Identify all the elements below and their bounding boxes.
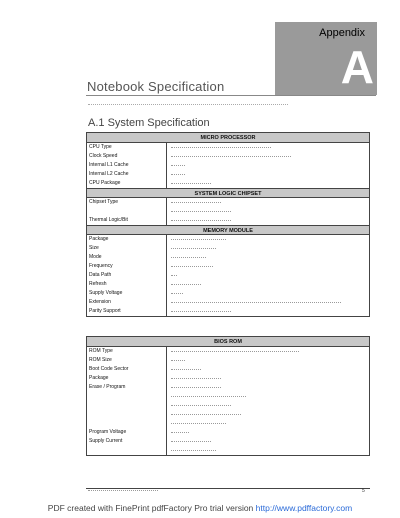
- spec-table-main: [86, 132, 370, 317]
- table-row: [87, 392, 369, 401]
- section-title: A.1 System Specification: [88, 117, 210, 129]
- table-row: [87, 198, 369, 207]
- row-label: [87, 446, 167, 455]
- row-value: [167, 152, 369, 161]
- table-row: [87, 298, 369, 307]
- value-text-placeholder: [171, 414, 241, 415]
- row-value: [167, 365, 369, 374]
- row-label: ROM Type: [87, 347, 167, 356]
- table-row: [87, 244, 369, 253]
- row-value: [167, 298, 369, 307]
- spec-table-bios: [86, 336, 370, 456]
- row-value: [167, 170, 369, 179]
- table-row: [87, 161, 369, 170]
- value-text-placeholder: [171, 387, 221, 388]
- table-row: [87, 383, 369, 392]
- row-value: [167, 143, 369, 152]
- appendix-word: Appendix: [319, 27, 365, 39]
- value-text-placeholder: [171, 302, 341, 303]
- row-label: Supply Voltage: [87, 289, 167, 298]
- row-label: Internal L1 Cache: [87, 161, 167, 170]
- table-row: [87, 419, 369, 428]
- row-label: [87, 410, 167, 419]
- table-row: [87, 179, 369, 188]
- table-row: [87, 410, 369, 419]
- value-text-placeholder: [171, 239, 226, 240]
- row-label: [87, 392, 167, 401]
- value-text-placeholder: [171, 202, 221, 203]
- row-value: [167, 347, 369, 356]
- row-label: ROM Size: [87, 356, 167, 365]
- table-row: [87, 347, 369, 356]
- table-row: [87, 271, 369, 280]
- pdf-banner: [0, 503, 400, 513]
- value-text-placeholder: [171, 396, 246, 397]
- value-text-placeholder: [171, 351, 299, 352]
- table-row: [87, 170, 369, 179]
- row-label: Internal L2 Cache: [87, 170, 167, 179]
- table-row: [87, 216, 369, 225]
- table-row: [87, 437, 369, 446]
- value-text-placeholder: [171, 220, 231, 221]
- value-text-placeholder: [171, 147, 271, 148]
- value-text-placeholder: [171, 275, 177, 276]
- pdf-banner-text: PDF created with FinePrint pdfFactory Pro trial version: [47, 503, 256, 513]
- table-row: [87, 307, 369, 316]
- row-value: [167, 307, 369, 316]
- title-rule: [86, 95, 376, 96]
- row-value: [167, 207, 369, 216]
- row-label: Program Voltage: [87, 428, 167, 437]
- row-label: Thermal Logic/Bit: [87, 216, 167, 225]
- row-value: [167, 410, 369, 419]
- footer-title: [88, 490, 158, 493]
- page-title: Notebook Specification: [87, 79, 225, 94]
- table-row: [87, 280, 369, 289]
- row-label: Boot Code Sector: [87, 365, 167, 374]
- row-value: [167, 253, 369, 262]
- footer-rule: [86, 488, 370, 489]
- value-text-placeholder: [171, 266, 213, 267]
- table-row: [87, 207, 369, 216]
- row-label: Package: [87, 235, 167, 244]
- row-label: Package: [87, 374, 167, 383]
- row-label: Refresh: [87, 280, 167, 289]
- row-label: [87, 401, 167, 410]
- value-text-placeholder: [171, 360, 185, 361]
- table-header: MICRO PROCESSOR: [87, 133, 369, 143]
- row-label: Size: [87, 244, 167, 253]
- row-value: [167, 198, 369, 207]
- table-header: MEMORY MODULE: [87, 225, 369, 235]
- row-label: Frequency: [87, 262, 167, 271]
- row-value: [167, 437, 369, 446]
- table-header: SYSTEM LOGIC CHIPSET: [87, 188, 369, 198]
- row-value: [167, 262, 369, 271]
- table-header: BIOS ROM: [87, 337, 369, 347]
- row-value: [167, 374, 369, 383]
- pdf-banner-link[interactable]: http://www.pdffactory.com: [255, 503, 353, 513]
- table-row: [87, 152, 369, 161]
- table-row: [87, 365, 369, 374]
- table-row: [87, 428, 369, 437]
- row-label: Supply Current: [87, 437, 167, 446]
- value-text-placeholder: [171, 423, 226, 424]
- value-text-placeholder: [171, 174, 185, 175]
- table-row: [87, 235, 369, 244]
- row-label: Clock Speed: [87, 152, 167, 161]
- value-text-placeholder: [171, 293, 183, 294]
- row-value: [167, 401, 369, 410]
- value-text-placeholder: [171, 441, 211, 442]
- row-label: Chipset Type: [87, 198, 167, 207]
- row-value: [167, 216, 369, 225]
- row-label: [87, 419, 167, 428]
- table-row: [87, 401, 369, 410]
- row-value: [167, 428, 369, 437]
- row-value: [167, 235, 369, 244]
- row-value: [167, 280, 369, 289]
- row-label: Parity Support: [87, 307, 167, 316]
- row-value: [167, 271, 369, 280]
- row-label: CPU Package: [87, 179, 167, 188]
- value-text-placeholder: [171, 183, 211, 184]
- value-text-placeholder: [171, 248, 216, 249]
- row-value: [167, 161, 369, 170]
- appendix-letter: A: [340, 41, 374, 93]
- table-row: [87, 289, 369, 298]
- table-row: [87, 356, 369, 365]
- value-text-placeholder: [171, 165, 185, 166]
- row-label: CPU Type: [87, 143, 167, 152]
- row-value: [167, 356, 369, 365]
- row-value: [167, 244, 369, 253]
- table-row: [87, 446, 369, 455]
- value-text-placeholder: [171, 284, 201, 285]
- value-text-placeholder: [171, 211, 231, 212]
- row-label: [87, 207, 167, 216]
- table-row: [87, 253, 369, 262]
- value-text-placeholder: [171, 257, 206, 258]
- table-row: [87, 143, 369, 152]
- row-label: Data Path: [87, 271, 167, 280]
- row-value: [167, 383, 369, 392]
- value-text-placeholder: [171, 450, 216, 451]
- table-row: [87, 374, 369, 383]
- row-value: [167, 289, 369, 298]
- row-value: [167, 179, 369, 188]
- value-text-placeholder: [171, 311, 231, 312]
- value-text-placeholder: [171, 369, 201, 370]
- row-label: Erase / Program: [87, 383, 167, 392]
- row-label: Mode: [87, 253, 167, 262]
- row-value: [167, 419, 369, 428]
- row-value: [167, 446, 369, 455]
- table-row: [87, 262, 369, 271]
- row-value: [167, 392, 369, 401]
- row-label: Extension: [87, 298, 167, 307]
- intro-line: [88, 104, 288, 107]
- value-text-placeholder: [171, 156, 291, 157]
- value-text-placeholder: [171, 405, 231, 406]
- value-text-placeholder: [171, 432, 189, 433]
- page-number: 5: [362, 488, 365, 494]
- value-text-placeholder: [171, 378, 221, 379]
